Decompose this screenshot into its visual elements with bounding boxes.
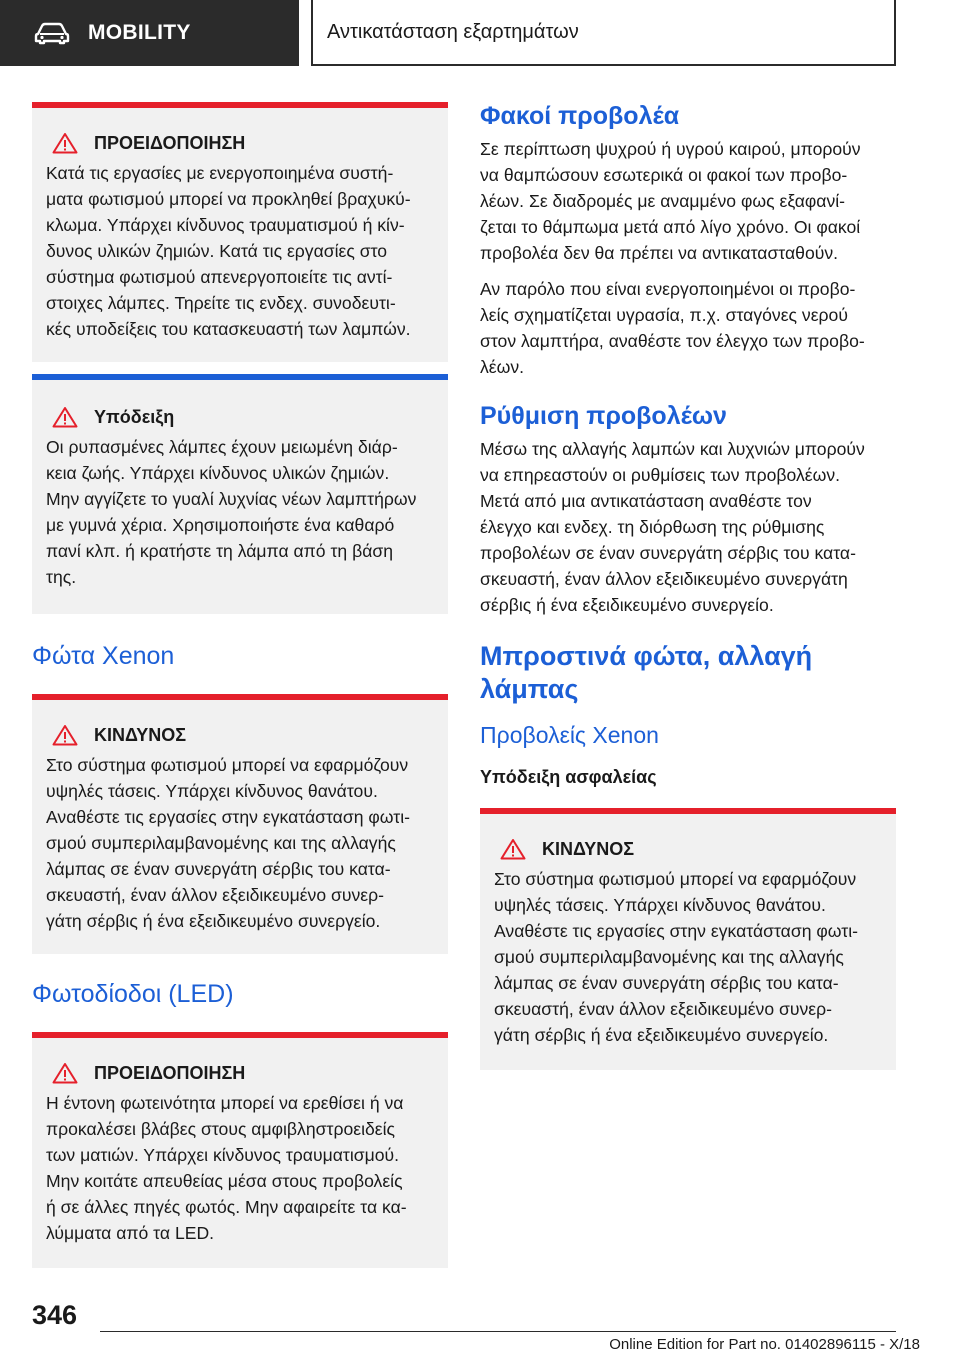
text-line: να επηρεαστούν οι ρυθμίσεις των προβολέων. (480, 465, 841, 485)
danger-title: ΚΙΝΔΥΝΟΣ (542, 838, 635, 859)
subsection-heading-xenon-headlights: Προβολείς Xenon (480, 722, 659, 748)
text-line: Μετά από μια αντικατάσταση αναθέστε τον (480, 491, 812, 511)
text-line: Στο σύστημα φωτισμού μπορεί να εφαρμόζουν (46, 755, 409, 775)
text-line: έλεγχο και ενδεχ. τη διόρθωση της ρύθμισης (480, 517, 825, 537)
text-line: στον λαμπτήρα, αναθέστε τον έλεγχο των προβο‐ (480, 331, 865, 351)
warning-triangle-icon (52, 406, 78, 428)
text-line: λέων. (480, 357, 525, 377)
text-line: γάτη σέρβις ή ένα εξειδικευμένο συνεργείο. (46, 911, 381, 931)
danger-title-row (52, 724, 434, 746)
text-line: Κατά τις εργασίες με ενεργοποιημένα συστή‐ (46, 163, 394, 183)
text-line: Η έντονη φωτεινότητα μπορεί να ερεθίσει ή να (46, 1093, 404, 1113)
text-line: Μην αγγίζετε το γυαλί λυχνίας νέων λαμπτήρων (46, 489, 417, 509)
text-line: προκαλέσει βλάβες στους αμφιβληστροειδείς (46, 1119, 396, 1139)
warning-triangle-icon (52, 1062, 78, 1084)
warning-title-row (52, 132, 434, 154)
section-heading-front-lights (480, 640, 896, 706)
section-heading-adjust: Ρύθμιση προβολέων (480, 402, 727, 430)
section-title: MOBILITY (88, 21, 191, 44)
footer-rule (100, 1331, 896, 1332)
text-line: σκευαστή, έναν άλλον εξειδικευμένο συνερ‐ (494, 999, 833, 1019)
danger-title-row (500, 838, 882, 860)
chapter-title: Αντικατάσταση εξαρτημάτων (327, 20, 579, 43)
paragraph (480, 276, 896, 380)
text-line: Οι ρυπασμένες λάμπες έχουν μειωμένη διάρ‐ (46, 437, 398, 457)
text-line: με γυμνά χέρια. Χρησιμοποιήστε ένα καθαρό (46, 515, 395, 535)
note-title: Υπόδειξη (94, 406, 175, 427)
warning-text (46, 160, 434, 342)
text-line: ή σε άλλες πηγές φωτός. Μην αφαιρείτε τα κα‐ (46, 1197, 407, 1217)
note-title-row (52, 406, 434, 428)
car-icon (34, 21, 70, 45)
section-heading-led: Φωτοδίοδοι (LED) (32, 980, 234, 1008)
text-line: Αναθέστε τις εργασίες στην εγκατάσταση φωτι‐ (46, 807, 410, 827)
text-line: γάτη σέρβις ή ένα εξειδικευμένο συνεργείο. (494, 1025, 829, 1045)
danger-box (32, 694, 448, 954)
text-line: κές υποδείξεις του κατασκευαστή των λαμπών. (46, 319, 411, 339)
warning-triangle-icon (52, 132, 78, 154)
section-tab (0, 0, 299, 66)
text-line: Μην κοιτάτε απευθείας μέσα στους προβολείς (46, 1171, 403, 1191)
page-number: 346 (32, 1300, 78, 1330)
right-column (480, 100, 896, 1070)
warning-title: ΠΡΟΕΙΔΟΠΟΙΗΣΗ (94, 132, 246, 153)
danger-text (494, 866, 882, 1048)
text-line: Αν παρόλο που είναι ενεργοποιημένοι οι προβο‐ (480, 279, 856, 299)
warning-title-row (52, 1062, 434, 1084)
text-line: προβολέων σε έναν συνεργάτη σέρβις του κατα‐ (480, 543, 856, 563)
section-heading-xenon: Φώτα Xenon (32, 642, 175, 670)
heading-line: λάμπας (480, 674, 579, 704)
text-line: λάμπας σε έναν συνεργάτη σέρβις του κατα‐ (494, 973, 839, 993)
text-line: σύστημα φωτισμού απενεργοποιείτε τις αντί‐ (46, 267, 393, 287)
chapter-tab (311, 0, 896, 66)
warning-triangle-icon (52, 724, 78, 746)
text-line: σμού συμπεριλαμβανομένης και της αλλαγής (494, 947, 844, 967)
text-line: κεια ζωής. Υπάρχει κίνδυνος υλικών ζημιών. (46, 463, 390, 483)
warning-box (32, 1032, 448, 1268)
text-line: ζεται το θάμπωμα μετά από λίγο χρόνο. Οι φακοί (480, 217, 861, 237)
warning-text (46, 1090, 434, 1246)
paragraph (480, 136, 896, 266)
danger-box (480, 808, 896, 1070)
left-column (32, 102, 448, 1268)
text-line: Στο σύστημα φωτισμού μπορεί να εφαρμόζουν (494, 869, 857, 889)
edition-note: Online Edition for Part no. 01402896115 - X/18 (609, 1336, 920, 1353)
warning-triangle-icon (500, 838, 526, 860)
text-line: λύμματα από τα LED. (46, 1223, 215, 1243)
page-header (0, 0, 960, 66)
text-line: προβολέα δεν θα πρέπει να αντικατασταθούν. (480, 243, 839, 263)
section-heading-lenses: Φακοί προβολέα (480, 102, 680, 130)
warning-title: ΠΡΟΕΙΔΟΠΟΙΗΣΗ (94, 1062, 246, 1083)
text-line: ματα φωτισμού μπορεί να προκληθεί βραχυκύ‐ (46, 189, 411, 209)
text-line: λάμπας σε έναν συνεργάτη σέρβις του κατα‐ (46, 859, 391, 879)
text-line: σκευαστή, έναν άλλον εξειδικευμένο συνερ‐ (46, 885, 385, 905)
text-line: δυνος υλικών ζημιών. Κατά τις εργασίες στο (46, 241, 388, 261)
text-line: των ματιών. Υπάρχει κίνδυνος τραυματισμού. (46, 1145, 400, 1165)
text-line: Σε περίπτωση ψυχρού ή υγρού καιρού, μπορούν (480, 139, 861, 159)
subsection-heading-safety: Υπόδειξη ασφαλείας (480, 767, 657, 787)
text-line: λείς σχηματίζεται υγρασία, π.χ. σταγόνες νερού (480, 305, 848, 325)
text-line: υψηλές τάσεις. Υπάρχει κίνδυνος θανάτου. (494, 895, 826, 915)
text-line: σμού συμπεριλαμβανομένης και της αλλαγής (46, 833, 396, 853)
text-line: στοιχες λάμπες. Τηρείτε τις ενδεχ. συνοδευτι‐ (46, 293, 396, 313)
danger-text (46, 752, 434, 934)
danger-title: ΚΙΝΔΥΝΟΣ (94, 724, 187, 745)
paragraph (480, 436, 896, 618)
text-line: Μέσω της αλλαγής λαμπών και λυχνιών μπορούν (480, 439, 865, 459)
text-line: υψηλές τάσεις. Υπάρχει κίνδυνος θανάτου. (46, 781, 378, 801)
text-line: πανί κλπ. ή κρατήστε τη λάμπα από τη βάση (46, 541, 394, 561)
text-line: κλωμα. Υπάρχει κίνδυνος τραυματισμού ή κίν‐ (46, 215, 405, 235)
text-line: να θαμπώσουν εσωτερικά οι φακοί των προβο‐ (480, 165, 848, 185)
text-line: σέρβις ή ένα εξειδικευμένο συνεργείο. (480, 595, 774, 615)
text-line: της. (46, 567, 77, 587)
text-line: σκευαστή, έναν άλλον εξειδικευμένο συνεργάτη (480, 569, 848, 589)
heading-line: Μπροστινά φώτα, αλλαγή (480, 641, 813, 671)
warning-box (32, 102, 448, 362)
text-line: λέων. Σε διαδρομές με αναμμένο φως εξαφανί‐ (480, 191, 846, 211)
note-text (46, 434, 434, 590)
text-line: Αναθέστε τις εργασίες στην εγκατάσταση φωτι‐ (494, 921, 858, 941)
note-box (32, 374, 448, 614)
